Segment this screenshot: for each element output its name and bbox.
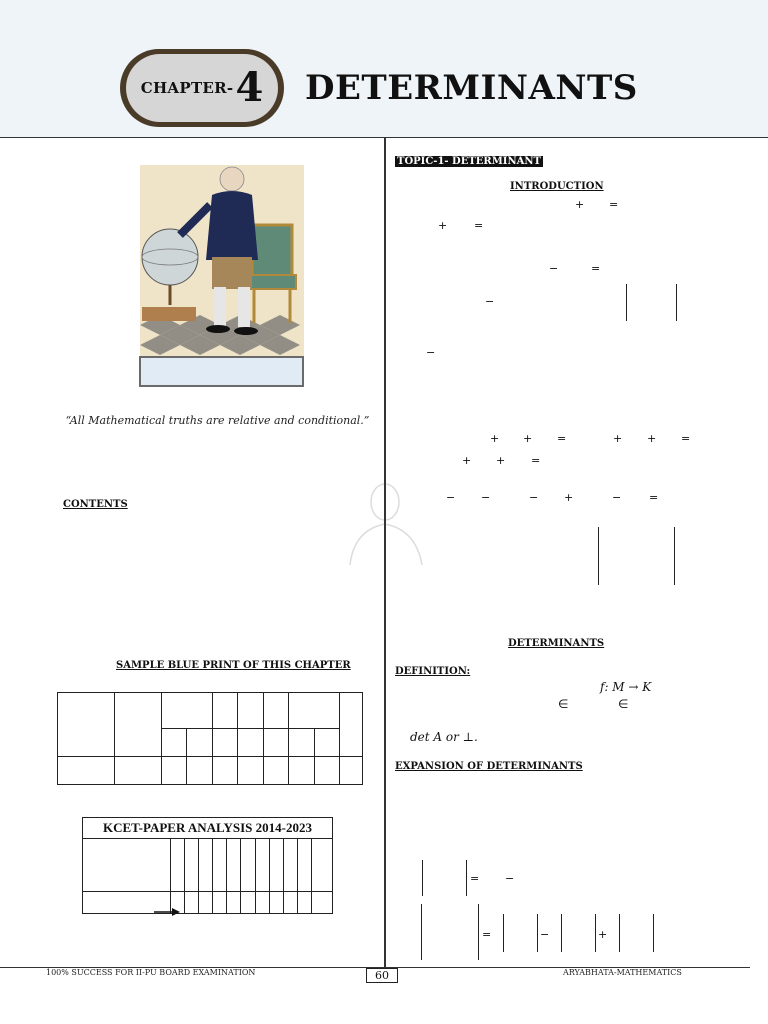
equals-sign: = (474, 219, 484, 232)
portrait-nameplate (139, 356, 304, 387)
equals-sign: = (531, 454, 541, 467)
minus-sign: − (446, 491, 456, 504)
minus-sign: − (485, 295, 495, 308)
determinant-bar (478, 904, 479, 960)
blueprint-table (57, 692, 363, 785)
kcet-analysis-title: KCET-PAPER ANALYSIS 2014-2023 (82, 817, 333, 839)
equals-sign: = (681, 432, 691, 445)
quote: “All Mathematical truths are relative and conditional.” (65, 414, 370, 427)
arrow-icon (154, 903, 180, 922)
minus-sign: − (481, 491, 491, 504)
equals-sign: = (482, 928, 492, 941)
footer-right-text: ARYABHATA-MATHEMATICS (563, 968, 682, 977)
blueprint-heading: SAMPLE BLUE PRINT OF THIS CHAPTER (116, 660, 351, 671)
determinants-heading: DETERMINANTS (508, 638, 605, 649)
footer-left-text: 100% SUCCESS FOR II-PU BOARD EXAMINATION (46, 968, 256, 977)
plus-sign: + (462, 454, 472, 467)
plus-sign: + (438, 219, 448, 232)
plus-sign: + (598, 928, 608, 941)
minus-sign: − (505, 872, 515, 885)
determinant-bar (619, 914, 620, 952)
determinant-bar (595, 914, 596, 952)
minus-sign: − (426, 346, 436, 359)
determinant-bar (503, 914, 504, 952)
plus-sign: + (613, 432, 623, 445)
plus-sign: + (523, 432, 533, 445)
det-notation: det A or ⊥. (410, 730, 478, 744)
chapter-badge-inner (126, 54, 278, 122)
plus-sign: + (496, 454, 506, 467)
minus-sign: − (540, 928, 550, 941)
plus-sign: + (575, 198, 585, 211)
determinant-bar (561, 914, 562, 952)
equals-sign: = (470, 872, 480, 885)
plus-sign: + (490, 432, 500, 445)
mathematician-portrait (140, 165, 304, 357)
determinant-bar (537, 914, 538, 952)
chapter-number: 4 (235, 64, 264, 111)
chapter-label: CHAPTER- (140, 79, 234, 97)
definition-mapping: f: M → K (600, 680, 652, 694)
page-number: 60 (366, 968, 398, 983)
topic-heading: TOPIC-1- DETERMINANT (397, 156, 541, 167)
determinant-bar (422, 860, 423, 896)
kcet-analysis-table (82, 838, 333, 914)
minus-sign: − (612, 491, 622, 504)
equals-sign: = (591, 262, 601, 275)
element-of-sign: ∈ (558, 697, 569, 711)
definition-heading: DEFINITION: (395, 666, 471, 677)
determinant-bar (626, 284, 627, 321)
determinant-bar (466, 860, 467, 896)
introduction-heading: INTRODUCTION (510, 181, 604, 192)
plus-sign: + (647, 432, 657, 445)
equals-sign: = (649, 491, 659, 504)
chapter-title: DETERMINANTS (305, 68, 638, 108)
determinant-bar (653, 914, 654, 952)
contents-heading: CONTENTS (63, 499, 128, 510)
element-of-sign: ∈ (618, 697, 629, 711)
determinant-bar (676, 284, 677, 321)
watermark-bust (340, 480, 430, 565)
equals-sign: = (609, 198, 619, 211)
minus-sign: − (529, 491, 539, 504)
expansion-heading: EXPANSION OF DETERMINANTS (395, 761, 583, 772)
determinant-bar (674, 527, 675, 585)
determinant-bar (598, 527, 599, 585)
plus-sign: + (564, 491, 574, 504)
determinant-bar (421, 904, 422, 960)
minus-sign: − (549, 262, 559, 275)
equals-sign: = (557, 432, 567, 445)
